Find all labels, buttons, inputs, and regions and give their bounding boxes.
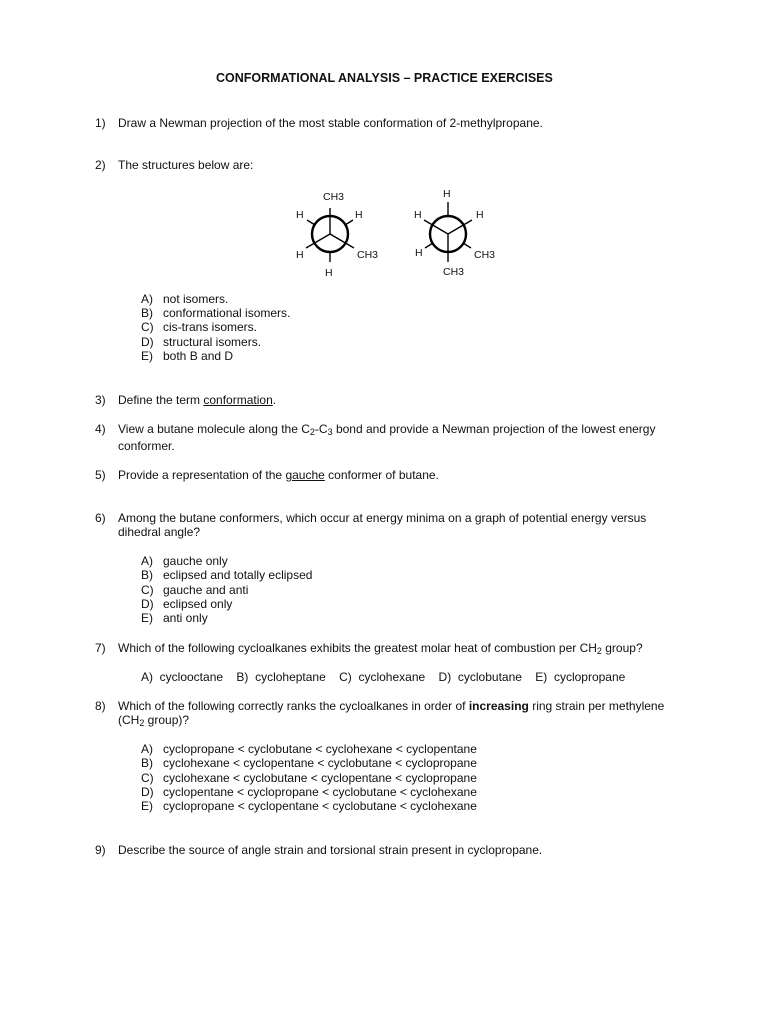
newman-projections-figure [0, 182, 768, 282]
option-text: cyclohexane < cyclopentane < cyclobutane < cyclopropane [163, 756, 477, 770]
answer-option [141, 554, 228, 568]
question-text: Among the butane conformers, which occur at energy minima on a graph of potential energy versus [118, 511, 647, 525]
option-text: eclipsed only [163, 597, 233, 611]
underlined-term: conformation [203, 393, 273, 407]
option-text: cyclopropane < cyclobutane < cyclohexane < cyclopentane [163, 742, 477, 756]
option-label: B) [141, 756, 153, 770]
question-number: 4) [95, 422, 106, 436]
question-text-continued: conformer. [118, 439, 175, 453]
substituent-label: CH3 [474, 249, 496, 261]
answer-option [141, 742, 477, 756]
newman-projection-1 [296, 191, 378, 279]
answer-option [141, 320, 257, 334]
option-label: B) [141, 306, 153, 320]
option-label: A) [141, 670, 153, 684]
substituent-label: CH3 [357, 249, 379, 261]
substituent-label: H [296, 249, 304, 261]
option-label: D) [141, 597, 154, 611]
option-text: not isomers. [163, 292, 229, 306]
question-number: 9) [95, 843, 106, 857]
substituent-label: H [325, 267, 333, 279]
option-label: A) [141, 292, 153, 306]
answer-option [141, 568, 312, 582]
answer-option [141, 597, 232, 611]
option-text: cycloheptane [255, 670, 326, 684]
option-text: gauche only [163, 554, 228, 568]
answer-options-inline [141, 670, 625, 684]
substituent-label: H [443, 188, 451, 200]
option-label: C) [141, 583, 154, 597]
option-text: anti only [163, 611, 208, 625]
option-label: C) [141, 771, 154, 785]
option-label: B) [236, 670, 249, 684]
option-text: eclipsed and totally eclipsed [163, 568, 313, 582]
option-text: cyclopropane [553, 670, 626, 684]
question-text: Describe the source of angle strain and torsional strain present in cyclopropane. [118, 843, 543, 857]
substituent-label: H [476, 209, 484, 221]
substituent-label: CH3 [323, 191, 345, 203]
option-label: E) [535, 670, 548, 684]
question-number: 7) [95, 641, 106, 655]
underlined-term: gauche [285, 468, 325, 482]
option-label: A) [141, 742, 153, 756]
option-text: cyclobutane [457, 670, 522, 684]
question-text: Define the term conformation. [118, 393, 277, 407]
option-text: cyclohexane < cyclobutane < cyclopentane < cyclopropane [163, 771, 477, 785]
newman-projection-2 [414, 188, 495, 278]
substituent-label: H [355, 209, 363, 221]
question-text: The structures below are: [118, 158, 254, 172]
option-text: gauche and anti [163, 583, 249, 597]
question-number: 5) [95, 468, 106, 482]
question-text: Provide a representation of the gauche conformer of butane. [118, 468, 439, 482]
option-text: cyclooctane [159, 670, 224, 684]
question-text: Draw a Newman projection of the most stable conformation of 2-methylpropane. [118, 116, 543, 130]
question-text-continued: ($CH_2$ group)? [118, 713, 190, 728]
option-text: cyclopropane < cyclopentane < cyclobutane < cyclohexane [163, 799, 477, 813]
option-label: D) [141, 335, 154, 349]
question-text: View a butane molecule along the $C_2-C_3$ bond and provide a Newman projection of the lowest energy [118, 422, 656, 437]
option-label: E) [141, 799, 153, 813]
option-text: structural isomers. [163, 335, 262, 349]
question-number: 2) [95, 158, 106, 172]
question-number: 3) [95, 393, 106, 407]
page-title: CONFORMATIONAL ANALYSIS – PRACTICE EXERCISES [216, 71, 553, 85]
answer-option [141, 349, 233, 363]
option-label: B) [141, 568, 153, 582]
substituent-label: H [296, 209, 304, 221]
question-number: 6) [95, 511, 106, 525]
option-text: both B and D [163, 349, 234, 363]
option-label: C) [141, 320, 154, 334]
answer-option [141, 306, 290, 320]
answer-option [141, 292, 228, 306]
answer-option [141, 771, 477, 785]
answer-option [141, 335, 261, 349]
option-label: E) [141, 349, 153, 363]
option-label: D) [141, 785, 154, 799]
option-text: cyclohexane [358, 670, 426, 684]
substituent-label: H [414, 209, 422, 221]
question-text: Which of the following correctly ranks the cycloalkanes in order of increasing ring strain per methylene [118, 699, 665, 713]
bold-term: increasing [468, 699, 529, 713]
option-label: A) [141, 554, 153, 568]
option-label: E) [141, 611, 153, 625]
answer-option [141, 583, 248, 597]
question-text: Which of the following cycloalkanes exhibits the greatest molar heat of combustion per $CH_2$ group? [118, 641, 643, 656]
option-label: D) [438, 670, 452, 684]
answer-option [141, 799, 477, 813]
option-text: conformational isomers. [163, 306, 291, 320]
question-number: 8) [95, 699, 106, 713]
substituent-label: CH3 [443, 266, 465, 278]
question-number: 1) [95, 116, 106, 130]
substituent-label: H [415, 247, 423, 259]
answer-option [141, 611, 208, 625]
option-label: C) [339, 670, 352, 684]
option-text: cyclopentane < cyclopropane < cyclobutane < cyclohexane [163, 785, 477, 799]
answer-option [141, 785, 477, 799]
question-text-continued: dihedral angle? [118, 525, 201, 539]
option-text: cis-trans isomers. [163, 320, 258, 334]
answer-option [141, 756, 477, 770]
